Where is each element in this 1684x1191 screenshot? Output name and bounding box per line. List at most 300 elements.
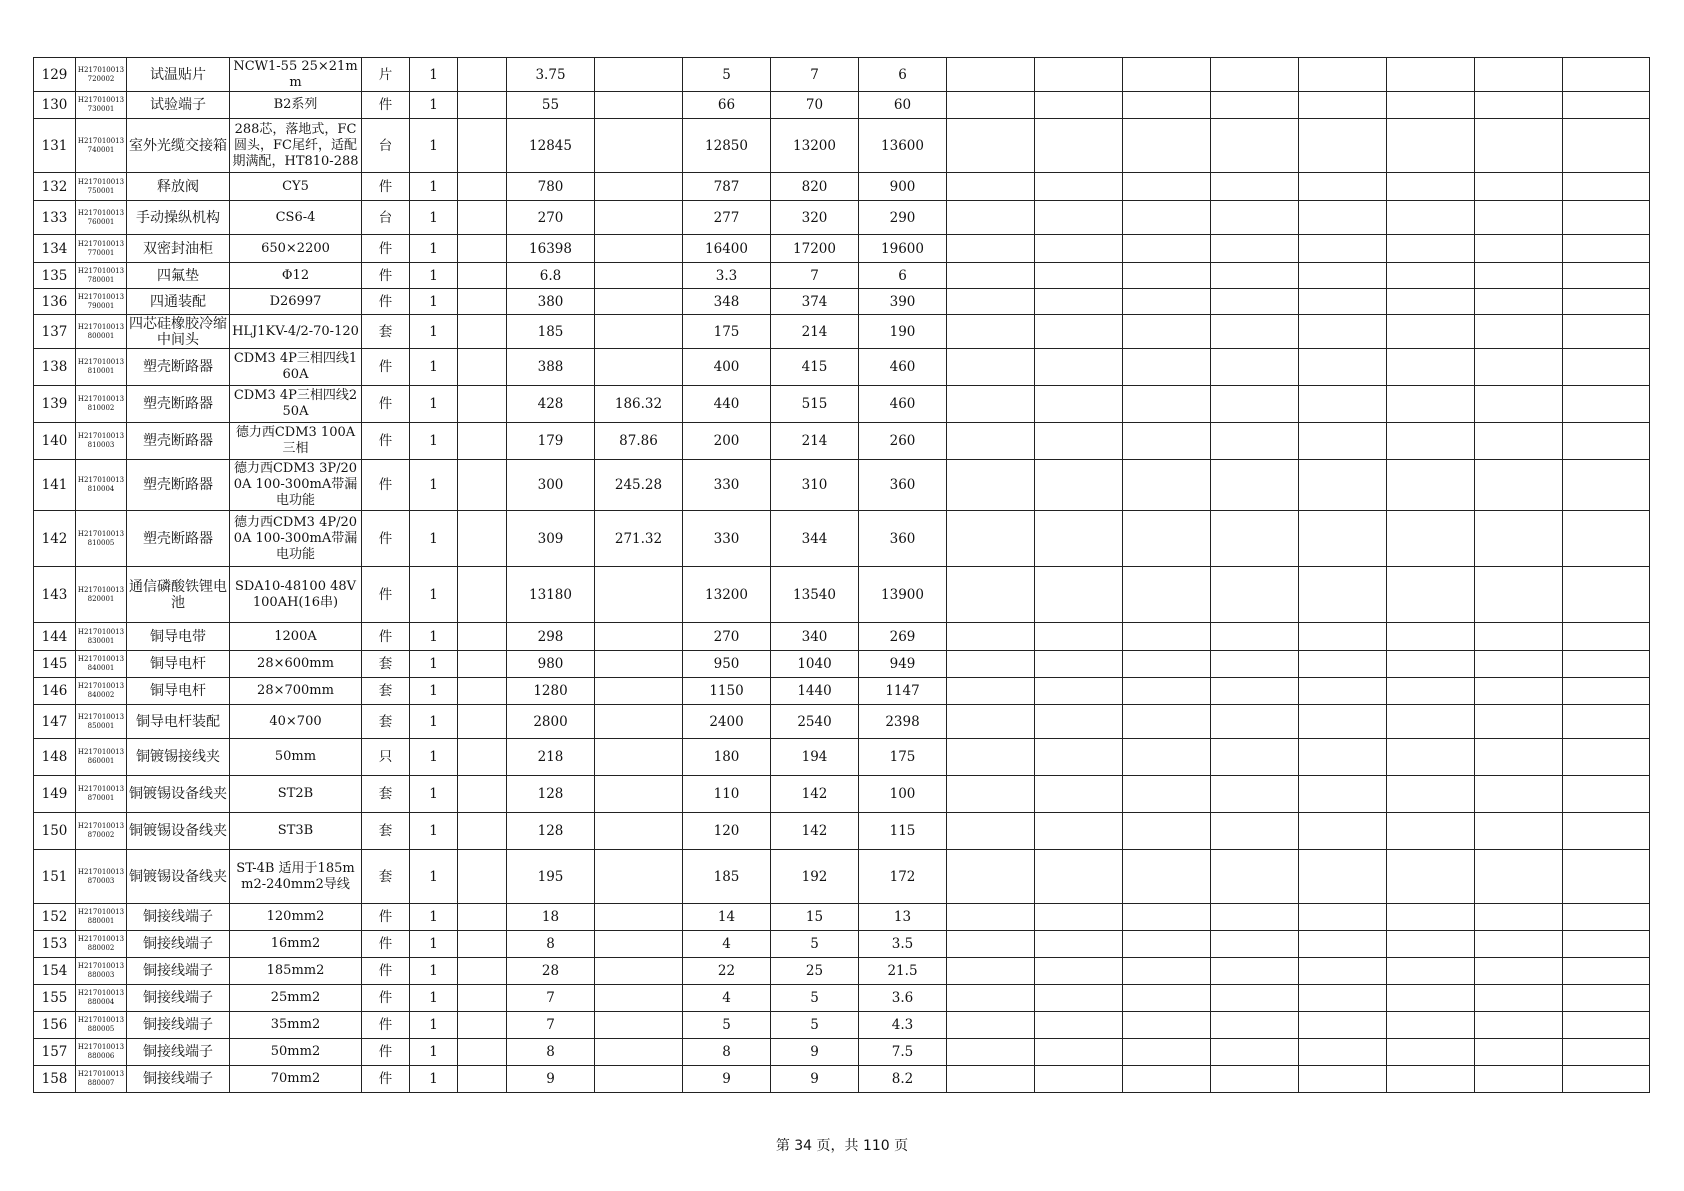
cell-c8 — [595, 813, 683, 850]
cell-empty — [1211, 739, 1299, 776]
cell-code: H217010013 870001 — [76, 776, 127, 813]
cell-c11: 6 — [859, 263, 947, 289]
cell-no: 136 — [34, 289, 76, 315]
cell-empty — [1475, 423, 1563, 460]
cell-empty — [1563, 119, 1650, 173]
cell-c11: 390 — [859, 289, 947, 315]
cell-empty — [1123, 315, 1211, 349]
cell-empty — [1475, 289, 1563, 315]
cell-empty — [1299, 776, 1387, 813]
cell-empty — [1123, 119, 1211, 173]
cell-c8: 271.32 — [595, 511, 683, 567]
cell-c10: 25 — [771, 958, 859, 985]
cell-name: 四通装配 — [127, 289, 230, 315]
cell-c9: 8 — [683, 1039, 771, 1066]
cell-c6 — [458, 92, 507, 119]
cell-empty — [1563, 705, 1650, 739]
cell-c6 — [458, 349, 507, 386]
cell-c6 — [458, 850, 507, 904]
cell-empty — [947, 289, 1035, 315]
cell-c9: 440 — [683, 386, 771, 423]
cell-empty — [1563, 567, 1650, 623]
cell-c11: 900 — [859, 173, 947, 201]
cell-spec: 25mm2 — [230, 985, 362, 1012]
cell-unit: 件 — [362, 289, 410, 315]
cell-c11: 13900 — [859, 567, 947, 623]
cell-empty — [1123, 567, 1211, 623]
cell-c10: 5 — [771, 1012, 859, 1039]
cell-empty — [1387, 1012, 1475, 1039]
cell-spec: ST-4B 适用于185mm2-240mm2导线 — [230, 850, 362, 904]
cell-empty — [1387, 460, 1475, 511]
cell-qty: 1 — [410, 386, 458, 423]
cell-spec: 德力西CDM3 100A三相 — [230, 423, 362, 460]
cell-spec: ST3B — [230, 813, 362, 850]
cell-c9: 9 — [683, 1066, 771, 1093]
cell-code: H217010013 750001 — [76, 173, 127, 201]
cell-c7: 1280 — [507, 678, 595, 705]
cell-unit: 件 — [362, 958, 410, 985]
cell-c11: 175 — [859, 739, 947, 776]
cell-spec: 650×2200 — [230, 235, 362, 263]
cell-name: 铜接线端子 — [127, 904, 230, 931]
cell-c8 — [595, 776, 683, 813]
cell-empty — [1563, 289, 1650, 315]
cell-empty — [1211, 623, 1299, 651]
cell-c7: 2800 — [507, 705, 595, 739]
cell-empty — [1123, 904, 1211, 931]
cell-empty — [1563, 386, 1650, 423]
cell-empty — [1299, 119, 1387, 173]
cell-c9: 120 — [683, 813, 771, 850]
cell-c9: 175 — [683, 315, 771, 349]
table-body — [34, 58, 1650, 1093]
cell-empty — [1387, 201, 1475, 235]
table-row — [34, 1066, 1650, 1093]
cell-empty — [1387, 813, 1475, 850]
cell-c9: 16400 — [683, 235, 771, 263]
cell-empty — [1211, 263, 1299, 289]
cell-empty — [1475, 173, 1563, 201]
cell-c7: 179 — [507, 423, 595, 460]
cell-c8 — [595, 931, 683, 958]
cell-empty — [1299, 567, 1387, 623]
cell-c7: 300 — [507, 460, 595, 511]
cell-no: 148 — [34, 739, 76, 776]
cell-empty — [947, 315, 1035, 349]
cell-c8 — [595, 289, 683, 315]
cell-empty — [1387, 173, 1475, 201]
cell-empty — [1563, 460, 1650, 511]
cell-unit: 套 — [362, 813, 410, 850]
cell-c8: 186.32 — [595, 386, 683, 423]
cell-code: H217010013 720002 — [76, 58, 127, 92]
cell-empty — [1563, 1039, 1650, 1066]
cell-unit: 套 — [362, 315, 410, 349]
cell-no: 153 — [34, 931, 76, 958]
cell-c11: 4.3 — [859, 1012, 947, 1039]
cell-empty — [1475, 776, 1563, 813]
cell-c6 — [458, 567, 507, 623]
table-row — [34, 985, 1650, 1012]
cell-no: 133 — [34, 201, 76, 235]
cell-name: 铜导电杆 — [127, 678, 230, 705]
table-row — [34, 235, 1650, 263]
cell-c9: 14 — [683, 904, 771, 931]
cell-name: 铜接线端子 — [127, 958, 230, 985]
cell-qty: 1 — [410, 904, 458, 931]
cell-empty — [1211, 201, 1299, 235]
cell-empty — [1035, 173, 1123, 201]
cell-empty — [947, 678, 1035, 705]
cell-name: 手动操纵机构 — [127, 201, 230, 235]
cell-empty — [1299, 904, 1387, 931]
cell-c6 — [458, 678, 507, 705]
cell-c6 — [458, 386, 507, 423]
table-row — [34, 423, 1650, 460]
cell-c10: 344 — [771, 511, 859, 567]
cell-c10: 320 — [771, 201, 859, 235]
cell-c8 — [595, 235, 683, 263]
cell-c10: 515 — [771, 386, 859, 423]
cell-empty — [1035, 776, 1123, 813]
cell-qty: 1 — [410, 349, 458, 386]
cell-empty — [1299, 1039, 1387, 1066]
cell-empty — [1123, 1066, 1211, 1093]
table-row — [34, 705, 1650, 739]
cell-empty — [1211, 985, 1299, 1012]
cell-empty — [1387, 263, 1475, 289]
cell-no: 144 — [34, 623, 76, 651]
cell-empty — [1123, 678, 1211, 705]
cell-unit: 件 — [362, 92, 410, 119]
cell-empty — [1299, 739, 1387, 776]
cell-empty — [1475, 623, 1563, 651]
cell-empty — [1387, 1066, 1475, 1093]
cell-c10: 5 — [771, 931, 859, 958]
cell-c7: 9 — [507, 1066, 595, 1093]
cell-no: 143 — [34, 567, 76, 623]
cell-empty — [1387, 119, 1475, 173]
cell-c9: 4 — [683, 985, 771, 1012]
cell-c8 — [595, 739, 683, 776]
cell-empty — [1035, 1066, 1123, 1093]
cell-c7: 55 — [507, 92, 595, 119]
cell-empty — [1475, 739, 1563, 776]
cell-qty: 1 — [410, 173, 458, 201]
cell-c7: 13180 — [507, 567, 595, 623]
cell-empty — [1123, 985, 1211, 1012]
cell-code: H217010013 830001 — [76, 623, 127, 651]
cell-c6 — [458, 58, 507, 92]
cell-empty — [1563, 623, 1650, 651]
cell-c9: 3.3 — [683, 263, 771, 289]
cell-code: H217010013 880001 — [76, 904, 127, 931]
cell-empty — [1211, 173, 1299, 201]
cell-c6 — [458, 623, 507, 651]
cell-spec: D26997 — [230, 289, 362, 315]
cell-empty — [1035, 289, 1123, 315]
table-row — [34, 386, 1650, 423]
cell-c6 — [458, 235, 507, 263]
cell-unit: 件 — [362, 623, 410, 651]
cell-spec: 1200A — [230, 623, 362, 651]
cell-empty — [1563, 850, 1650, 904]
table-row — [34, 58, 1650, 92]
cell-c11: 260 — [859, 423, 947, 460]
cell-empty — [1299, 958, 1387, 985]
cell-c9: 277 — [683, 201, 771, 235]
cell-c8 — [595, 119, 683, 173]
cell-empty — [1123, 1012, 1211, 1039]
cell-c11: 2398 — [859, 705, 947, 739]
cell-c7: 195 — [507, 850, 595, 904]
cell-unit: 件 — [362, 263, 410, 289]
cell-empty — [1563, 678, 1650, 705]
cell-empty — [947, 119, 1035, 173]
cell-c8 — [595, 201, 683, 235]
cell-empty — [1299, 289, 1387, 315]
cell-code: H217010013 840002 — [76, 678, 127, 705]
cell-empty — [947, 201, 1035, 235]
cell-name: 四芯硅橡胶冷缩中间头 — [127, 315, 230, 349]
cell-no: 141 — [34, 460, 76, 511]
cell-empty — [1211, 289, 1299, 315]
cell-code: H217010013 810005 — [76, 511, 127, 567]
cell-empty — [1387, 931, 1475, 958]
cell-no: 156 — [34, 1012, 76, 1039]
cell-empty — [1123, 201, 1211, 235]
table-row — [34, 263, 1650, 289]
cell-unit: 件 — [362, 511, 410, 567]
cell-empty — [1211, 813, 1299, 850]
cell-empty — [1563, 958, 1650, 985]
cell-spec: CY5 — [230, 173, 362, 201]
cell-qty: 1 — [410, 813, 458, 850]
cell-spec: 28×700mm — [230, 678, 362, 705]
cell-c9: 400 — [683, 349, 771, 386]
cell-unit: 台 — [362, 119, 410, 173]
cell-empty — [1299, 460, 1387, 511]
cell-empty — [1035, 678, 1123, 705]
cell-c10: 1440 — [771, 678, 859, 705]
cell-c10: 415 — [771, 349, 859, 386]
cell-empty — [1563, 201, 1650, 235]
cell-unit: 件 — [362, 1066, 410, 1093]
cell-empty — [1475, 1066, 1563, 1093]
cell-empty — [1299, 92, 1387, 119]
cell-c10: 5 — [771, 985, 859, 1012]
cell-empty — [1475, 511, 1563, 567]
cell-empty — [1211, 460, 1299, 511]
cell-c11: 7.5 — [859, 1039, 947, 1066]
cell-name: 铜接线端子 — [127, 985, 230, 1012]
cell-unit: 件 — [362, 386, 410, 423]
cell-empty — [1035, 263, 1123, 289]
cell-empty — [1211, 567, 1299, 623]
cell-c9: 330 — [683, 511, 771, 567]
cell-c6 — [458, 739, 507, 776]
cell-empty — [1563, 651, 1650, 678]
cell-empty — [1563, 1066, 1650, 1093]
cell-empty — [1299, 931, 1387, 958]
cell-empty — [947, 511, 1035, 567]
cell-empty — [1387, 235, 1475, 263]
cell-c7: 218 — [507, 739, 595, 776]
cell-c9: 185 — [683, 850, 771, 904]
cell-unit: 件 — [362, 460, 410, 511]
cell-no: 134 — [34, 235, 76, 263]
cell-empty — [1211, 119, 1299, 173]
cell-empty — [1035, 904, 1123, 931]
cell-empty — [1035, 58, 1123, 92]
cell-c7: 3.75 — [507, 58, 595, 92]
cell-empty — [1299, 705, 1387, 739]
cell-empty — [1123, 739, 1211, 776]
cell-empty — [1387, 850, 1475, 904]
cell-c7: 128 — [507, 776, 595, 813]
cell-empty — [1123, 958, 1211, 985]
cell-empty — [1387, 289, 1475, 315]
cell-empty — [1035, 813, 1123, 850]
table-row — [34, 511, 1650, 567]
cell-no: 149 — [34, 776, 76, 813]
cell-c11: 1147 — [859, 678, 947, 705]
cell-empty — [1299, 315, 1387, 349]
cell-c6 — [458, 119, 507, 173]
cell-empty — [1123, 386, 1211, 423]
cell-name: 铜接线端子 — [127, 1066, 230, 1093]
cell-empty — [947, 173, 1035, 201]
cell-c11: 360 — [859, 511, 947, 567]
cell-empty — [1123, 349, 1211, 386]
cell-empty — [1211, 92, 1299, 119]
cell-empty — [1123, 776, 1211, 813]
cell-c11: 269 — [859, 623, 947, 651]
cell-empty — [1563, 1012, 1650, 1039]
cell-qty: 1 — [410, 958, 458, 985]
cell-no: 150 — [34, 813, 76, 850]
cell-c8 — [595, 651, 683, 678]
cell-empty — [1123, 931, 1211, 958]
cell-no: 154 — [34, 958, 76, 985]
cell-qty: 1 — [410, 58, 458, 92]
cell-c6 — [458, 201, 507, 235]
cell-c6 — [458, 813, 507, 850]
cell-name: 铜导电杆 — [127, 651, 230, 678]
cell-unit: 套 — [362, 651, 410, 678]
cell-empty — [1035, 705, 1123, 739]
cell-empty — [1123, 705, 1211, 739]
cell-no: 157 — [34, 1039, 76, 1066]
cell-c7: 298 — [507, 623, 595, 651]
cell-name: 双密封油柜 — [127, 235, 230, 263]
cell-c9: 348 — [683, 289, 771, 315]
cell-no: 147 — [34, 705, 76, 739]
cell-qty: 1 — [410, 623, 458, 651]
cell-code: H217010013 810004 — [76, 460, 127, 511]
cell-empty — [1563, 511, 1650, 567]
cell-empty — [1211, 511, 1299, 567]
cell-qty: 1 — [410, 739, 458, 776]
cell-empty — [947, 567, 1035, 623]
cell-unit: 件 — [362, 904, 410, 931]
cell-empty — [947, 1066, 1035, 1093]
cell-qty: 1 — [410, 289, 458, 315]
cell-code: H217010013 740001 — [76, 119, 127, 173]
cell-code: H217010013 870002 — [76, 813, 127, 850]
cell-no: 145 — [34, 651, 76, 678]
cell-c8 — [595, 1066, 683, 1093]
cell-qty: 1 — [410, 776, 458, 813]
cell-c7: 388 — [507, 349, 595, 386]
cell-name: 塑壳断路器 — [127, 423, 230, 460]
cell-c8 — [595, 904, 683, 931]
cell-no: 137 — [34, 315, 76, 349]
cell-empty — [1563, 173, 1650, 201]
cell-spec: 288芯，落地式，FC圆头，FC尾纤，适配期满配，HT810-288 — [230, 119, 362, 173]
cell-empty — [947, 931, 1035, 958]
cell-c11: 8.2 — [859, 1066, 947, 1093]
cell-code: H217010013 790001 — [76, 289, 127, 315]
cell-c11: 115 — [859, 813, 947, 850]
cell-empty — [1299, 349, 1387, 386]
cell-empty — [1563, 904, 1650, 931]
cell-c11: 6 — [859, 58, 947, 92]
cell-c8 — [595, 678, 683, 705]
cell-empty — [1563, 931, 1650, 958]
cell-empty — [1211, 235, 1299, 263]
cell-empty — [1387, 904, 1475, 931]
cell-code: H217010013 880007 — [76, 1066, 127, 1093]
cell-empty — [1035, 235, 1123, 263]
cell-qty: 1 — [410, 119, 458, 173]
cell-c10: 374 — [771, 289, 859, 315]
cell-empty — [1475, 813, 1563, 850]
cell-c11: 360 — [859, 460, 947, 511]
cell-empty — [1387, 705, 1475, 739]
cell-c6 — [458, 1039, 507, 1066]
cell-empty — [1035, 958, 1123, 985]
cell-spec: ST2B — [230, 776, 362, 813]
cell-empty — [1123, 235, 1211, 263]
cell-code: H217010013 880004 — [76, 985, 127, 1012]
cell-c11: 290 — [859, 201, 947, 235]
cell-c6 — [458, 1012, 507, 1039]
cell-spec: 70mm2 — [230, 1066, 362, 1093]
cell-empty — [1035, 119, 1123, 173]
cell-empty — [947, 651, 1035, 678]
cell-empty — [1035, 201, 1123, 235]
cell-c7: 980 — [507, 651, 595, 678]
page-footer: 第 34 页，共 110 页 — [775, 1138, 909, 1154]
table-row — [34, 904, 1650, 931]
cell-c9: 13200 — [683, 567, 771, 623]
cell-qty: 1 — [410, 92, 458, 119]
cell-code: H217010013 880005 — [76, 1012, 127, 1039]
cell-spec: 185mm2 — [230, 958, 362, 985]
cell-empty — [1475, 58, 1563, 92]
cell-c11: 21.5 — [859, 958, 947, 985]
cell-c6 — [458, 705, 507, 739]
cell-empty — [947, 58, 1035, 92]
cell-empty — [1475, 349, 1563, 386]
cell-empty — [1563, 349, 1650, 386]
cell-spec: 50mm2 — [230, 1039, 362, 1066]
table-row — [34, 119, 1650, 173]
cell-empty — [1211, 678, 1299, 705]
table-row — [34, 678, 1650, 705]
